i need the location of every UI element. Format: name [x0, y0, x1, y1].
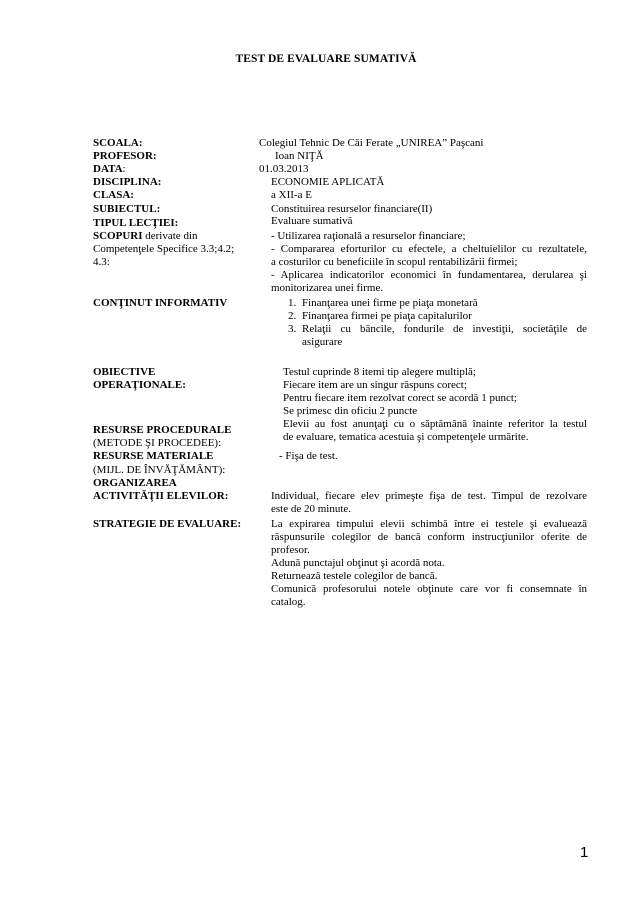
organizarea-line: Individual, fiecare elev primeşte fişa de test. Timpul de rezolvare	[271, 490, 587, 502]
label-subiectul: SUBIECTUL:	[93, 203, 161, 215]
label-metode: (METODE ŞI PROCEDEE):	[93, 437, 222, 449]
value-data: 01.03.2013	[259, 163, 309, 175]
label-scopuri: SCOPURI derivate din	[93, 230, 198, 242]
value-subiectul: Constituirea resurselor financiare(II)	[271, 203, 433, 215]
label-clasa: CLASA:	[93, 189, 134, 201]
continut-list	[271, 297, 587, 349]
label-profesor: PROFESOR:	[93, 150, 157, 162]
value-scoala: Colegiul Tehnic De Căi Ferate „UNIREA” Paşcani	[259, 137, 484, 149]
scopuri-line: - Utilizarea raţională a resurselor financiare;	[271, 230, 466, 242]
label-obiective: OBIECTIVE	[93, 366, 156, 378]
obiective-line: Pentru fiecare item rezolvat corect se acordă 1 punct;	[283, 392, 517, 404]
strategie-line: catalog.	[271, 596, 306, 608]
organizarea-text	[271, 490, 587, 516]
obiective-line: Elevii au fost anunţaţi cu o săptămână înainte referitor la testul	[283, 418, 587, 430]
value-tipul-lectiei: Evaluare sumativă	[271, 215, 353, 227]
strategie-line: profesor.	[271, 544, 310, 556]
obiective-line: Fiecare item are un singur răspuns corect;	[283, 379, 467, 391]
obiective-line: Testul cuprinde 8 itemi tip alegere multiplă;	[283, 366, 476, 378]
label-mijloace: (MIJL. DE ÎNVĂŢĂMÂNT):	[93, 464, 226, 476]
list-item: 2. Finanţarea firmei pe piaţa capitalurilor	[288, 310, 472, 322]
scopuri-text	[271, 230, 587, 295]
strategie-line: Returnează testele colegilor de bancă.	[271, 570, 438, 582]
label-scoala: SCOALA:	[93, 137, 143, 149]
label-organizarea: ORGANIZAREA	[93, 477, 177, 489]
scopuri-line: a costurilor cu beneficiile în scopul rentabilizării firmei;	[271, 256, 518, 268]
scopuri-line: - Compararea eforturilor cu efectele, a cheltuielilor cu rezultatele,	[271, 243, 587, 255]
list-item: 3. Relaţii cu băncile, fondurile de investiţii, societăţile de asigurare	[288, 323, 587, 348]
label-competente: Competenţele Specifice 3.3;4.2;	[93, 243, 235, 255]
strategie-line: Comunică profesorului notele obţinute care vor fi consemnate în	[271, 583, 587, 595]
strategie-line: răspunsurile colegilor de bancă conform instrucţiunilor oferite de	[271, 531, 587, 543]
label-continut-informativ: CONŢINUT INFORMATIV	[93, 297, 228, 309]
label-strategie: STRATEGIE DE EVALUARE:	[93, 518, 242, 530]
strategie-text	[271, 518, 587, 609]
label-resurse-materiale: RESURSE MATERIALE	[93, 450, 214, 462]
page-number: 1	[580, 844, 589, 861]
obiective-line: de evaluare, tematica acestuia şi competenţele urmărite.	[283, 431, 529, 443]
organizarea-line: este de 20 minute.	[271, 503, 352, 515]
label-competente-cont: 4.3:	[93, 256, 110, 268]
value-clasa: a XII-a E	[271, 189, 312, 201]
scopuri-line: - Aplicarea indicatorilor economici în fundamentarea, derularea şi	[271, 269, 587, 281]
value-profesor: Ioan NIŢĂ	[275, 150, 324, 162]
list-item: 1. Finanţarea unei firme pe piaţa monetară	[288, 297, 478, 309]
obiective-line: Se primesc din oficiu 2 puncte	[283, 405, 418, 417]
strategie-line: La expirarea timpului elevii schimbă între ei testele şi evaluează	[271, 518, 587, 530]
value-disciplina: ECONOMIE APLICATĂ	[271, 176, 385, 188]
value-resurse-materiale: - Fişa de test.	[279, 450, 338, 462]
document-title: TEST DE EVALUARE SUMATIVĂ	[235, 53, 417, 65]
label-resurse-procedurale: RESURSE PROCEDURALE	[93, 424, 232, 436]
label-activitatii: ACTIVITĂŢII ELEVILOR:	[93, 490, 229, 502]
label-operationale: OPERAŢIONALE:	[93, 379, 186, 391]
obiective-text	[279, 366, 587, 444]
label-data: DATA:	[93, 163, 126, 175]
label-disciplina: DISCIPLINA:	[93, 176, 162, 188]
scopuri-line: monitorizarea unei firme.	[271, 282, 384, 294]
strategie-line: Adună punctajul obţinut şi acordă nota.	[271, 557, 445, 569]
label-tipul-lectiei: TIPUL LECŢIEI:	[93, 217, 179, 229]
